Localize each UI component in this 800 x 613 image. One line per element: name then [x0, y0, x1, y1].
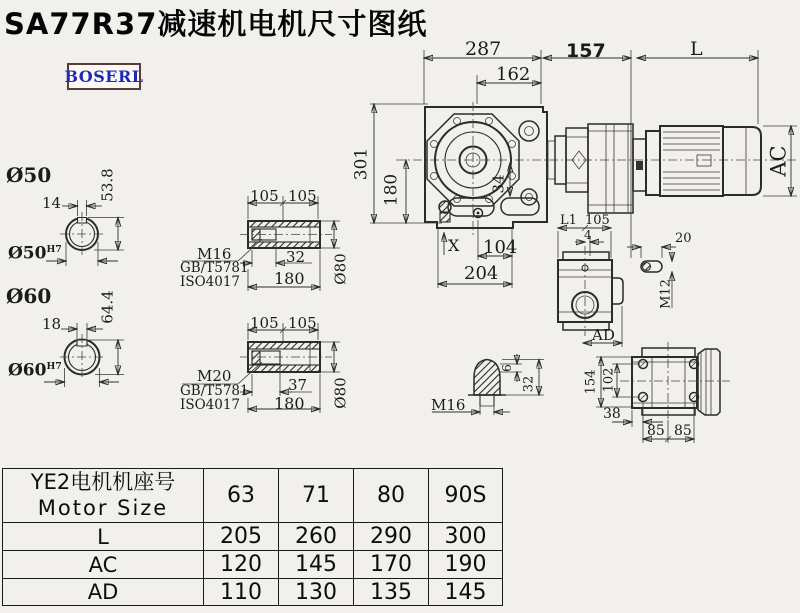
dim-AC-label: AC: [766, 145, 791, 177]
dim-162-label: 162: [496, 64, 531, 85]
table-cell-AC-90S: 190: [429, 551, 503, 579]
shaft-bottom-dia-label: Ø80: [331, 377, 350, 409]
bore50-dia: Ø50: [8, 243, 47, 264]
brand-logo-text: BOSERL: [64, 67, 144, 86]
dim-180-vertical-label: 180: [381, 173, 402, 207]
bore50-keywidth-label: 14: [42, 194, 62, 212]
dim-34-label: 34: [489, 174, 508, 194]
table-header-en: Motor Size: [37, 495, 169, 520]
dim-L-label: L: [690, 38, 703, 60]
table-cell-L-71: 260: [279, 523, 354, 551]
table-size-80: 80: [354, 469, 429, 523]
bore60-keywidth-label: 18: [42, 315, 62, 333]
table-cell-AD-71: 130: [279, 579, 354, 606]
shaft-top-105b-label: 105: [288, 187, 317, 205]
bore50-keyheight-label: 53.8: [98, 168, 117, 202]
table-cell-AC-63: 120: [204, 551, 279, 579]
plug-6-label: 6: [500, 364, 514, 372]
shaft-bottom-180-label: 180: [274, 394, 305, 413]
bore60-keyheight-label: 64.4: [98, 290, 117, 324]
key-20-label: 20: [675, 231, 692, 246]
dim-157-label: 157: [566, 40, 606, 62]
table-header-cn: YE2电机机座号: [30, 470, 176, 495]
shaft-bottom-37-label: 37: [288, 376, 308, 394]
topview-102-label: 102: [601, 367, 617, 393]
topview-154-label: 154: [583, 369, 599, 395]
shaft-bottom-105a-label: 105: [250, 314, 279, 332]
bore50-tol: H7: [46, 244, 62, 255]
bore50-title: Ø50: [6, 163, 52, 187]
table-cell-AD-80: 135: [354, 579, 429, 606]
x-mark-label: X: [448, 236, 460, 255]
table-cell-AC-80: 170: [354, 551, 429, 579]
shaft-top-105a-label: 105: [250, 187, 279, 205]
table-cell-L-80: 290: [354, 523, 429, 551]
shaft-bottom-thread-label: M20: [197, 367, 232, 385]
shaft-bottom-105b-label: 105: [288, 314, 317, 332]
bore50-tolerance-label: [8, 245, 62, 263]
bore60-title: Ø60: [6, 284, 52, 308]
bore60-dia: Ø60: [8, 360, 47, 381]
table-size-90S: 90S: [429, 469, 503, 523]
side-4-label: 4: [584, 228, 592, 242]
shaft-top-180-label: 180: [274, 269, 305, 288]
shaft-top-iso-label: ISO4017: [180, 274, 241, 290]
topview-85b-label: 85: [674, 423, 692, 439]
table-header-motor-size: [3, 469, 204, 523]
dim-301-label: 301: [351, 147, 372, 181]
side-L1-label: L1: [560, 213, 577, 228]
table-size-71: 71: [279, 469, 354, 523]
dim-287-label: 287: [465, 38, 502, 60]
bore60-tolerance-label: [8, 362, 62, 380]
shaft-top-standard-label: GB/T5781: [180, 260, 249, 276]
key-thread-label: M12: [658, 279, 674, 309]
page-title: SA77R37减速机电机尺寸图纸: [4, 7, 428, 41]
table-row-AC: [3, 551, 503, 579]
table-cell-L-63: 205: [204, 523, 279, 551]
table-cell-L-90S: 300: [429, 523, 503, 551]
shaft-bottom-iso-label: ISO4017: [180, 397, 241, 413]
plug-thread-label: M16: [431, 396, 466, 414]
dim-204-label: 204: [464, 263, 499, 284]
table-size-63: 63: [204, 469, 279, 523]
shaft-top-32-label: 32: [286, 248, 306, 266]
motor-dimension-table: [2, 468, 503, 606]
table-cell-AD-90S: 145: [429, 579, 503, 606]
table-row-AC-label: AC: [3, 551, 204, 579]
table-cell-AC-71: 145: [279, 551, 354, 579]
topview-38-label: 38: [603, 406, 621, 422]
topview-85a-label: 85: [647, 423, 665, 439]
table-row-AD-label: AD: [3, 579, 204, 606]
bore60-tol: H7: [46, 361, 62, 372]
dim-104-label: 104: [483, 237, 518, 258]
table-row-L: [3, 523, 503, 551]
shaft-top-dia-label: Ø80: [331, 253, 350, 285]
table-row-L-label: L: [3, 523, 204, 551]
shaft-bottom-standard-label: GB/T5781: [180, 383, 249, 399]
shaft-top-thread-label: M16: [197, 245, 232, 263]
side-AD-label: AD: [592, 326, 615, 344]
plug-32-label: 32: [521, 375, 537, 393]
table-cell-AD-63: 110: [204, 579, 279, 606]
table-row-AD: [3, 579, 503, 606]
side-105-label: 105: [585, 213, 610, 228]
